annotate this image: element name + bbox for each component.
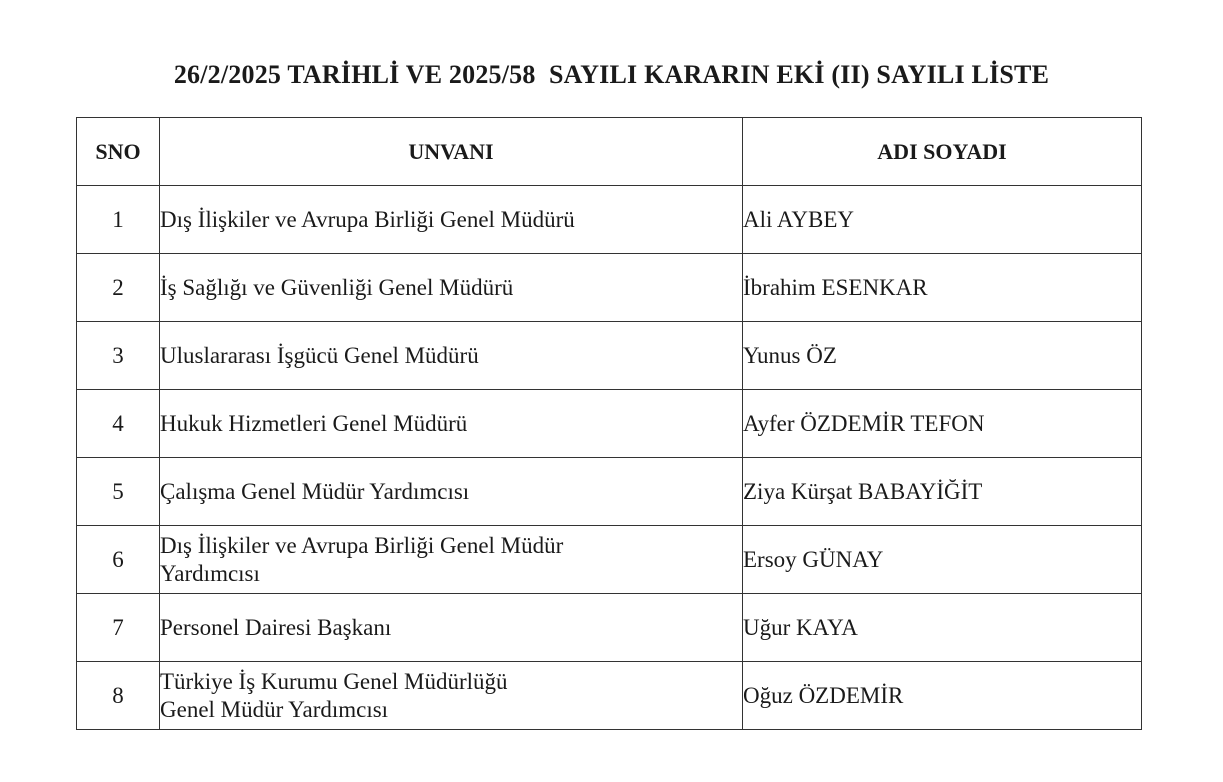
row-title: Türkiye İş Kurumu Genel Müdürlüğü Genel Müdür Yardımcısı [160, 662, 743, 730]
table-body [77, 186, 1142, 730]
row-sno: 1 [77, 186, 160, 254]
appointment-table [76, 117, 1142, 730]
table-row [77, 322, 1142, 390]
table-row [77, 254, 1142, 322]
row-name: Uğur KAYA [743, 594, 1142, 662]
row-title: Çalışma Genel Müdür Yardımcısı [160, 458, 743, 526]
table-row [77, 594, 1142, 662]
row-sno: 7 [77, 594, 160, 662]
table-row [77, 186, 1142, 254]
table-row [77, 662, 1142, 730]
row-title: Dış İlişkiler ve Avrupa Birliği Genel Müdürü [160, 186, 743, 254]
row-name: Ayfer ÖZDEMİR TEFON [743, 390, 1142, 458]
table-row [77, 458, 1142, 526]
header-sno: SNO [77, 118, 160, 186]
row-title: Uluslararası İşgücü Genel Müdürü [160, 322, 743, 390]
row-sno: 5 [77, 458, 160, 526]
row-sno: 3 [77, 322, 160, 390]
row-title: Personel Dairesi Başkanı [160, 594, 743, 662]
table-row [77, 526, 1142, 594]
row-name: Oğuz ÖZDEMİR [743, 662, 1142, 730]
row-name: Ziya Kürşat BABAYİĞİT [743, 458, 1142, 526]
row-sno: 8 [77, 662, 160, 730]
header-title: UNVANI [160, 118, 743, 186]
table-header-row [77, 118, 1142, 186]
row-sno: 4 [77, 390, 160, 458]
document-title: 26/2/2025 TARİHLİ VE 2025/58 SAYILI KARARIN EKİ (II) SAYILI LİSTE [173, 60, 1050, 89]
table-row [77, 390, 1142, 458]
row-sno: 6 [77, 526, 160, 594]
row-title: Hukuk Hizmetleri Genel Müdürü [160, 390, 743, 458]
row-sno: 2 [77, 254, 160, 322]
header-name: ADI SOYADI [743, 118, 1142, 186]
row-name: Yunus ÖZ [743, 322, 1142, 390]
row-name: İbrahim ESENKAR [743, 254, 1142, 322]
row-name: Ersoy GÜNAY [743, 526, 1142, 594]
row-title: İş Sağlığı ve Güvenliği Genel Müdürü [160, 254, 743, 322]
row-name: Ali AYBEY [743, 186, 1142, 254]
row-title: Dış İlişkiler ve Avrupa Birliği Genel Müdür Yardımcısı [160, 526, 743, 594]
